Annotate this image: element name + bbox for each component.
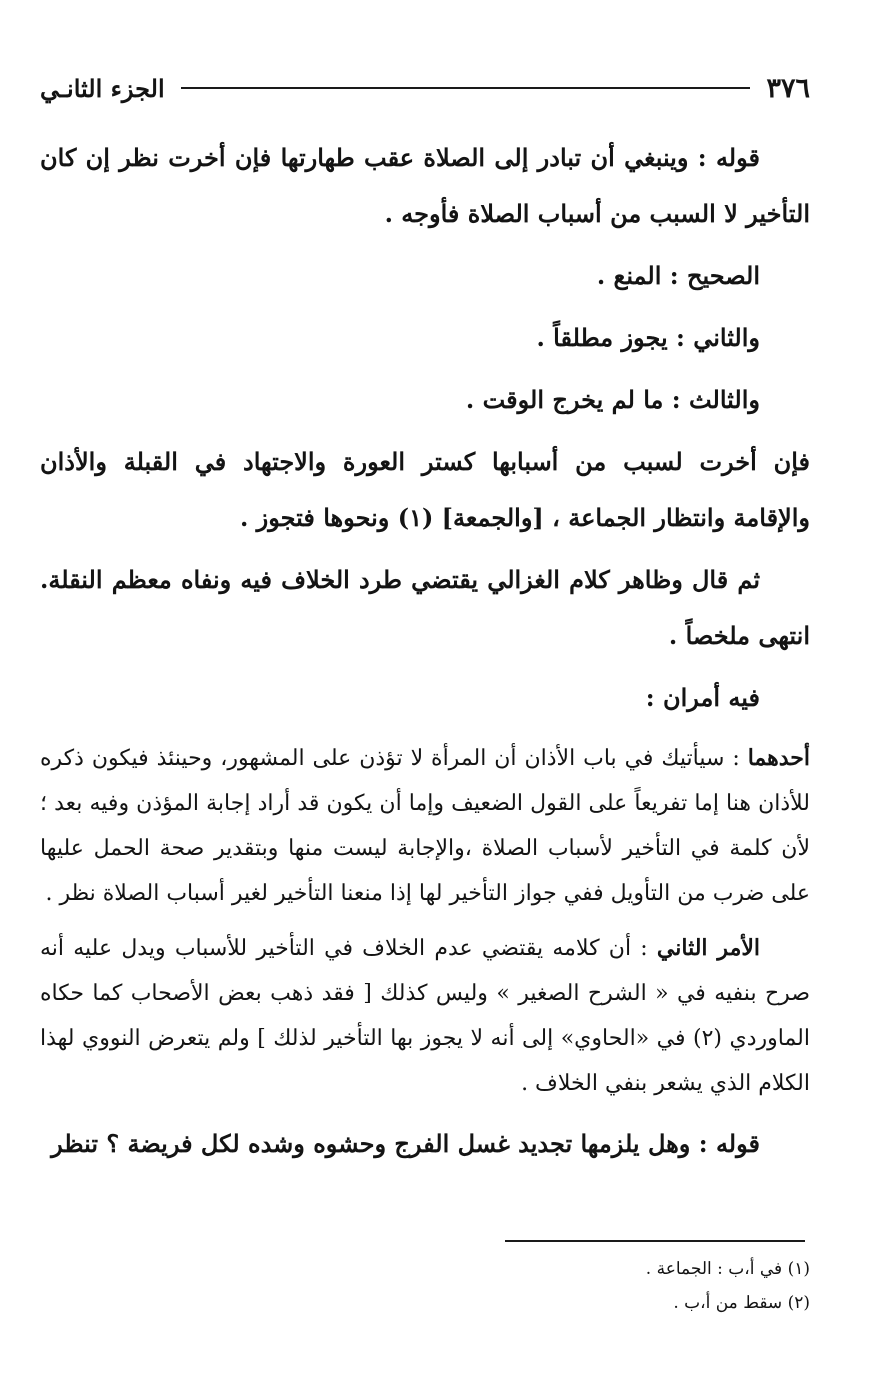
footnote-2: (٢) سقط من أ،ب . [673,1293,810,1313]
paragraph-second-matter [40,926,810,1106]
page-number: ٣٧٦ [766,72,810,104]
paragraph-reasons: فإن أخرت لسبب من أسبابها كستر العورة والاجتهاد في القبلة والأذان والإقامة وانتظار الجماعة ، [والجمعة] (١) ونحوها فتجوز . [40,447,810,532]
first-matter-lead: أحدهما [747,745,810,771]
paragraph-opinion-1: الصحيح : المنع . [596,261,760,290]
paragraph-two-matters: فيه أمران : [645,683,760,712]
main-text [40,130,810,1172]
first-matter-text: : سيأتيك في باب الأذان أن المرأة لا تؤذن على المشهور، وحينئذ فيكون ذكره للأذان هنا إما تفريعاً على القول الضعيف وإما أن يكون قد أراد إجابة المؤذن وفيه بعد ؛لأن كلمة في التأخير لأسباب الصلاة ،والإجابة ليست منها وبتقدير صحة الحمل عليها على ضرب من التأويل ففي جواز التأخير لها إذا منعنا التأخير لغير أسباب الصلاة نظر . [40,746,810,906]
paragraph-next-quote: قوله : وهل يلزمها تجديد غسل الفرج وحشوه وشده لكل فريضة ؟ تنظر [51,1129,760,1158]
footnote-1: (١) في أ،ب : الجماعة . [645,1259,810,1279]
running-title: الجزء الثانـي [40,73,165,103]
page-header [40,62,810,114]
paragraph-opinion-2: والثاني : يجوز مطلقاً . [536,323,760,352]
second-matter-lead: الأمر الثاني [656,935,761,961]
second-matter-text: : أن كلامه يقتضي عدم الخلاف في التأخير للأسباب ويدل عليه أنه صرح بنفيه في « الشرح الصغير » وليس كذلك [ فقد ذهب بعض الأصحاب كما حكاه الماوردي (٢) في «الحاوي» إلى أنه لا يجوز بها التأخير لذلك ] ولم يتعرض النووي لهذا الكلام الذي يشعر بنفي الخلاف . [40,936,810,1096]
paragraph-opinion-3: والثالث : ما لم يخرج الوقت . [465,385,760,414]
paragraph-first-matter [40,736,810,916]
paragraph-ghazali: ثم قال وظاهر كلام الغزالي يقتضي طرد الخلاف فيه ونفاه معظم النقلة. انتهى ملخصاً . [40,565,810,650]
paragraph-quote-intro: قوله : وينبغي أن تبادر إلى الصلاة عقب طهارتها فإن أخرت نظر إن كان التأخير لا السبب من أسباب الصلاة فأوجه . [40,143,810,228]
footnote-separator [505,1240,805,1242]
footnotes [440,1252,810,1320]
header-rule [181,87,751,89]
